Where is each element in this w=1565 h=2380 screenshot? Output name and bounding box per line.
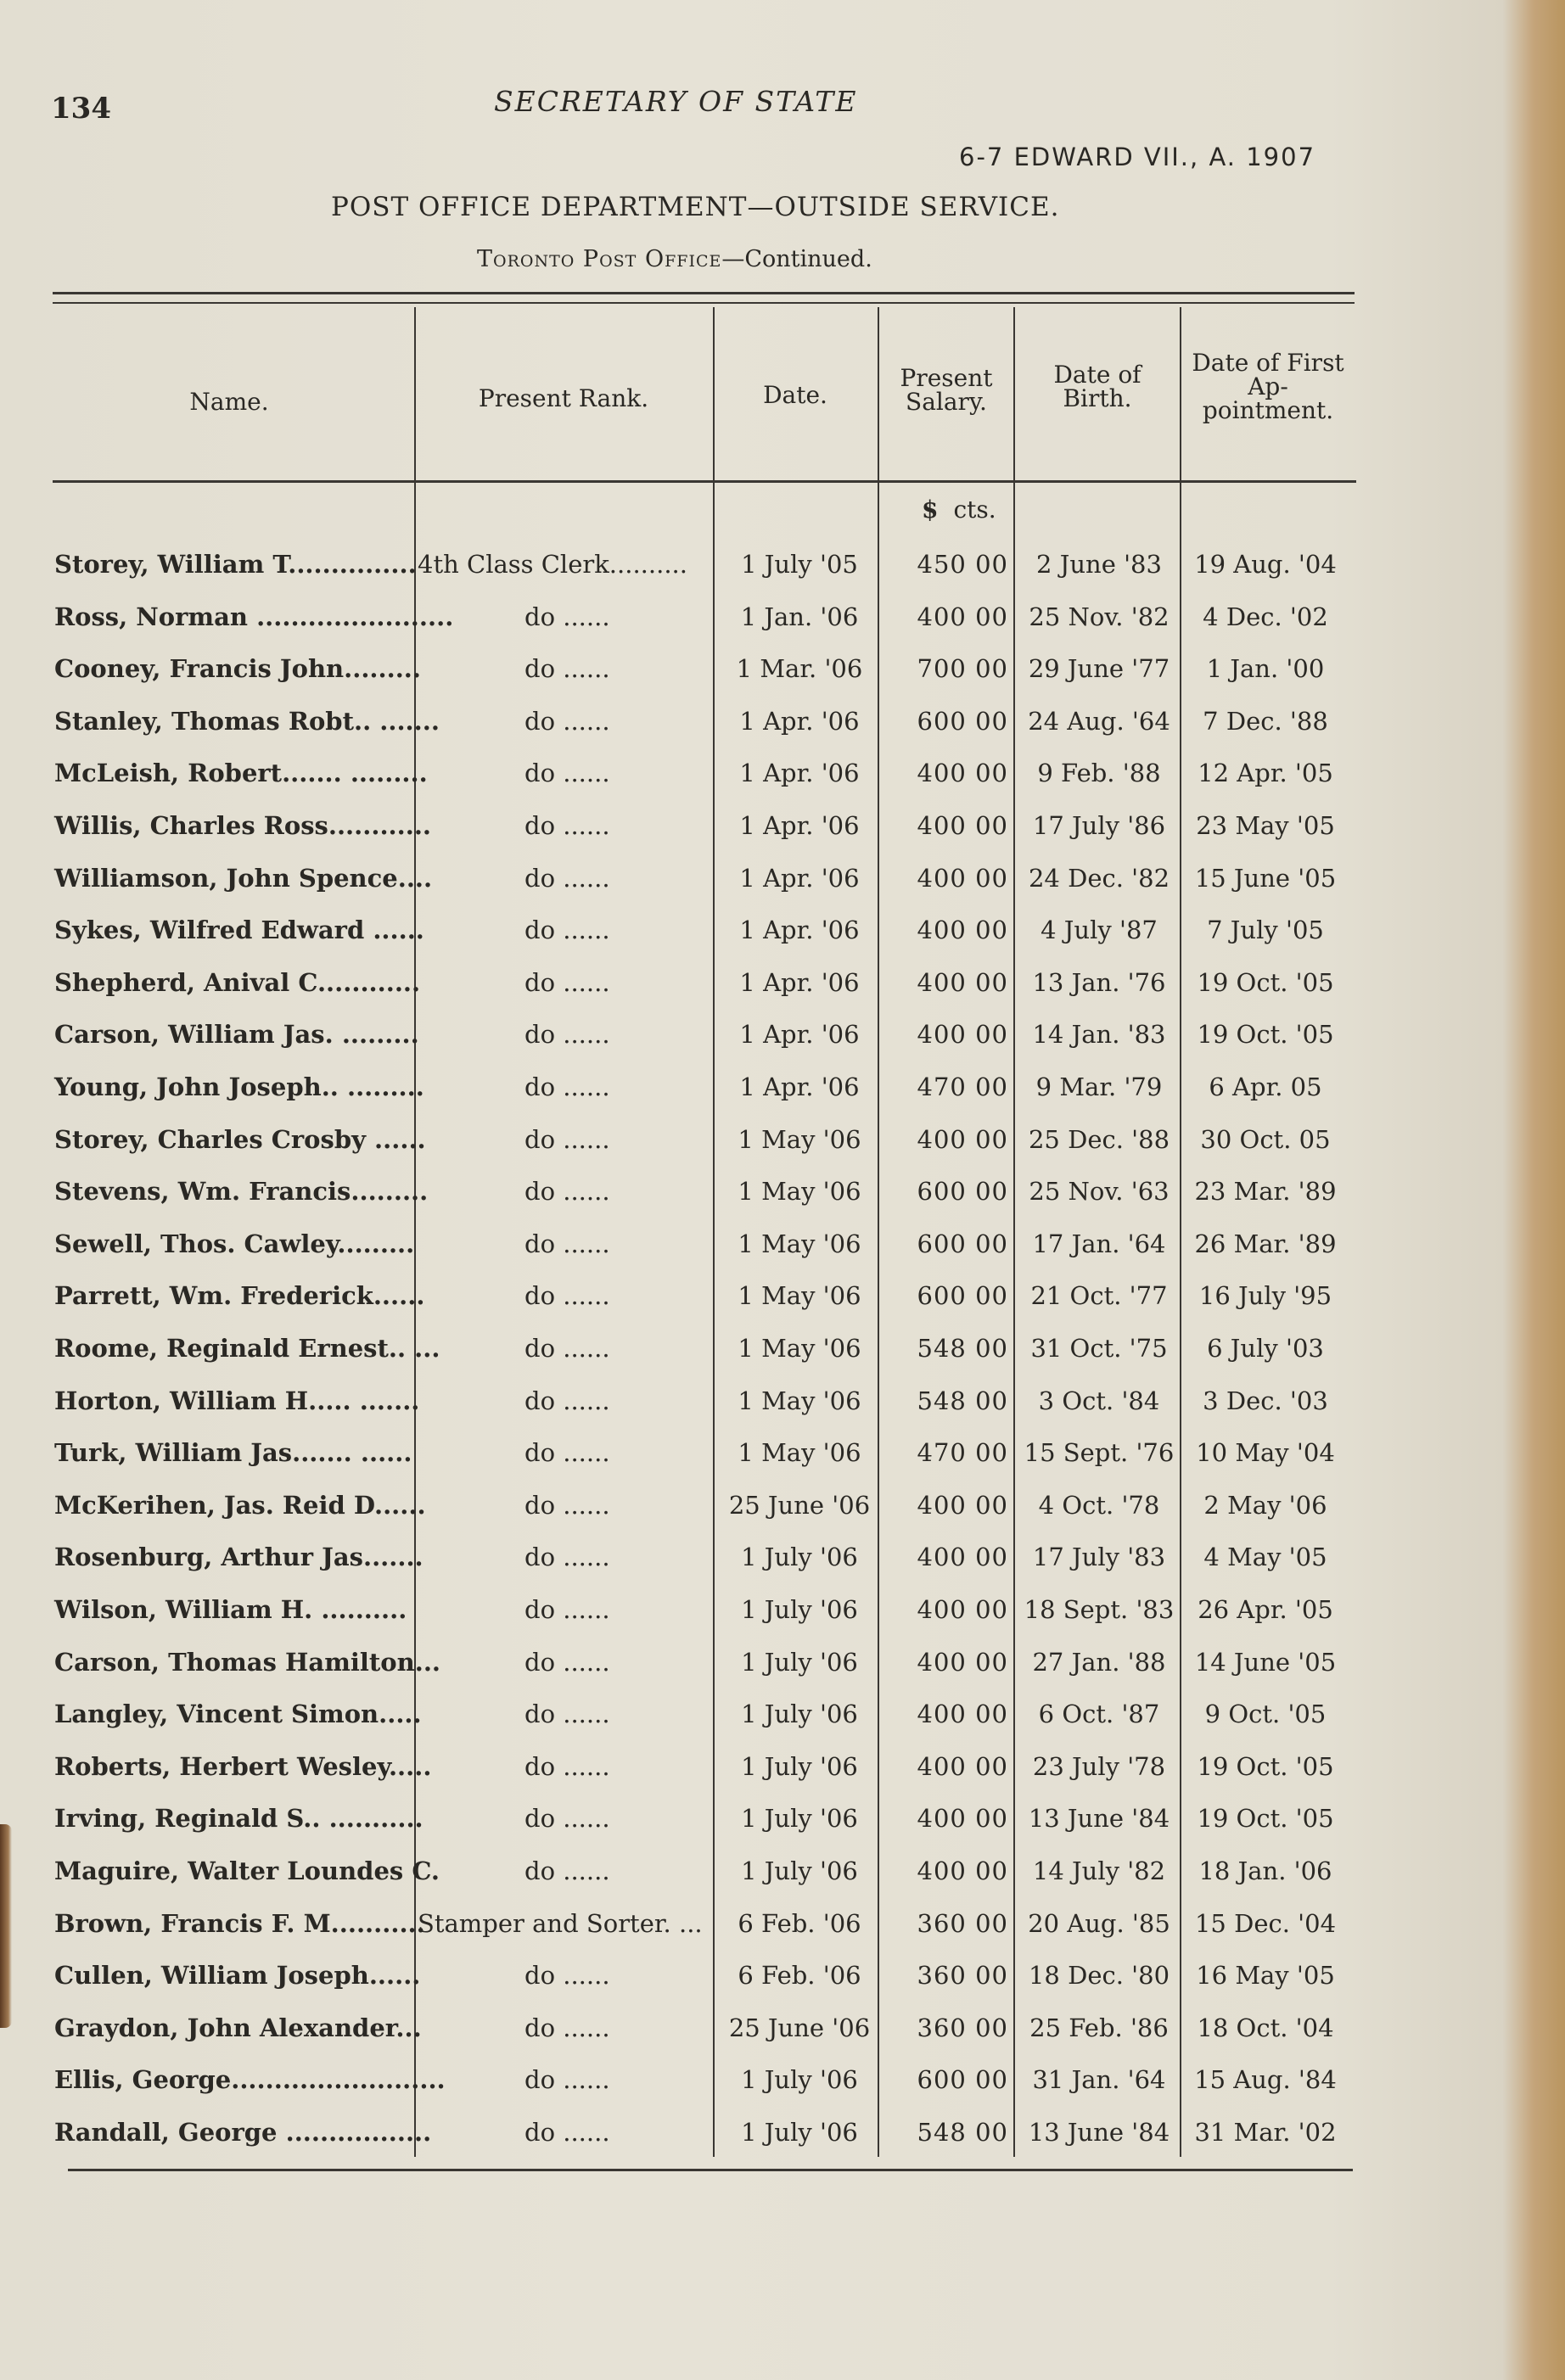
first-appointment-date: 19 Oct. '05 [1197,1751,1334,1781]
rank-date: 1 July '06 [741,1700,858,1729]
present-salary: 470 00 [917,1438,1008,1468]
date-of-birth: 4 July '87 [1041,916,1158,945]
present-salary: 400 00 [917,811,1008,840]
present-salary: 400 00 [917,1543,1008,1572]
employee-name: Turk, William Jas....... ...... [54,1438,412,1468]
rank-date: 25 June '06 [728,1490,871,1520]
first-appointment-date: 26 Mar. '89 [1194,1229,1337,1258]
date-of-birth: 3 Oct. '84 [1038,1386,1160,1415]
date-of-birth: 18 Sept. '83 [1024,1595,1175,1624]
first-appointment-date: 26 Apr. '05 [1198,1595,1333,1624]
first-appointment-date: 10 May '04 [1196,1438,1335,1468]
table-row [0,1167,1565,1219]
table-row [0,748,1565,801]
employee-name: Storey, Charles Crosby ...... [54,1124,426,1154]
table-row [0,1794,1565,1846]
rank-date: 1 Apr. '06 [739,967,860,997]
present-rank: do ...... [524,1177,610,1207]
table-bottom-rule [68,2169,1353,2171]
date-of-birth: 25 Feb. '86 [1029,2013,1169,2042]
rank-date: 1 May '06 [738,1334,861,1363]
present-salary: 400 00 [917,759,1008,788]
rank-date: 1 July '06 [741,1856,858,1885]
present-rank: do ...... [524,1961,610,1991]
table-row [0,1010,1565,1062]
table-row [0,1062,1565,1115]
table-top-rule-2 [53,302,1355,304]
rank-date: 1 Apr. '06 [739,1020,860,1050]
table-row [0,2003,1565,2056]
employee-name: Storey, William T............... [54,550,417,579]
rank-date: 1 Apr. '06 [739,706,860,736]
date-of-birth: 17 July '86 [1032,811,1166,840]
table-row [0,1532,1565,1585]
present-salary: 400 00 [917,1490,1008,1520]
table-row [0,2108,1565,2160]
employee-name: Wilson, William H. .......... [54,1595,407,1624]
employee-name: Ellis, George......................... [54,2065,446,2095]
date-of-birth: 13 Jan. '76 [1032,967,1166,997]
present-rank: do ...... [524,1490,610,1520]
employee-name: Rosenburg, Arthur Jas....... [54,1543,424,1572]
table-row [0,540,1565,592]
present-salary: 400 00 [917,1751,1008,1781]
table-row [0,1951,1565,2003]
table-row [0,958,1565,1011]
present-salary: 400 00 [917,967,1008,997]
cents-label: cts. [953,496,996,524]
present-rank: do ...... [524,602,610,631]
first-appointment-date: 16 July '95 [1198,1281,1332,1311]
first-appointment-date: 18 Jan. '06 [1198,1856,1332,1885]
present-rank: do ...... [524,654,610,684]
date-of-birth: 18 Dec. '80 [1028,1961,1170,1991]
rank-date: 1 July '06 [741,2118,858,2147]
office-subtitle [477,246,872,272]
date-of-birth: 20 Aug. '85 [1028,1908,1170,1938]
present-salary: 600 00 [917,1281,1008,1311]
table-row [0,1638,1565,1690]
present-salary: 400 00 [917,1595,1008,1624]
rank-date: 1 July '06 [741,1595,858,1624]
first-appointment-date: 1 Jan. '00 [1206,654,1325,684]
table-row [0,697,1565,749]
table-row [0,2055,1565,2108]
first-appointment-date: 6 July '03 [1207,1334,1324,1363]
employee-name: McKerihen, Jas. Reid D...... [54,1490,426,1520]
present-rank: do ...... [524,1229,610,1258]
present-rank: do ...... [524,916,610,945]
date-of-birth: 24 Dec. '82 [1028,863,1170,893]
employee-name: Willis, Charles Ross............ [54,811,432,840]
department-title: POST OFFICE DEPARTMENT—OUTSIDE SERVICE. [331,192,1060,222]
date-of-birth: 14 Jan. '83 [1032,1020,1166,1050]
employee-name: Maguire, Walter Loundes C. [54,1856,440,1885]
date-of-birth: 9 Feb. '88 [1037,759,1161,788]
date-of-birth: 2 June '83 [1036,550,1162,579]
present-rank: do ...... [524,1804,610,1834]
rank-date: 1 May '06 [738,1438,861,1468]
present-rank: do ...... [524,1751,610,1781]
rank-date: 1 July '06 [741,1804,858,1834]
first-appointment-date: 7 Dec. '88 [1203,706,1328,736]
present-rank: do ...... [524,863,610,893]
date-of-birth: 6 Oct. '87 [1038,1700,1160,1729]
first-appointment-date: 23 Mar. '89 [1194,1177,1337,1207]
present-salary: 400 00 [917,1804,1008,1834]
table-row [0,1689,1565,1742]
rank-date: 1 Apr. '06 [739,863,860,893]
first-appointment-date: 14 June '05 [1194,1647,1337,1677]
rank-date: 6 Feb. '06 [738,1908,861,1938]
present-salary: 450 00 [917,550,1008,579]
date-of-birth: 17 Jan. '64 [1032,1229,1166,1258]
rank-date: 1 Apr. '06 [739,916,860,945]
present-salary: 360 00 [917,1961,1008,1991]
employee-name: Brown, Francis F. M........... [54,1908,425,1938]
first-appointment-date: 15 June '05 [1194,863,1337,893]
first-appointment-date: 31 Mar. '02 [1194,2118,1337,2147]
table-row [0,644,1565,697]
table-top-rule [53,292,1355,294]
rank-date: 1 Apr. '06 [739,1072,860,1101]
present-rank: do ...... [524,1856,610,1885]
header-bottom-rule [53,480,1356,483]
table-row [0,1115,1565,1168]
employee-name: Randall, George ................. [54,2118,432,2147]
date-of-birth: 13 June '84 [1028,1804,1170,1834]
employee-name: Graydon, John Alexander... [54,2013,422,2042]
employee-name: Langley, Vincent Simon..... [54,1700,422,1729]
rank-date: 1 May '06 [738,1124,861,1154]
employee-name: Roberts, Herbert Wesley..... [54,1751,432,1781]
first-appointment-date: 7 July '05 [1207,916,1324,945]
present-rank: do ...... [524,1072,610,1101]
header-birth: Date of Birth. [1053,361,1141,412]
employee-name: Irving, Reginald S.. ........... [54,1804,424,1834]
rank-date: 1 July '06 [741,1543,858,1572]
running-head: SECRETARY OF STATE [494,85,858,118]
date-of-birth: 15 Sept. '76 [1024,1438,1175,1468]
present-rank: do ...... [524,759,610,788]
employee-name: Stevens, Wm. Francis......... [54,1177,429,1207]
present-rank: do ...... [524,2013,610,2042]
rank-date: 6 Feb. '06 [738,1961,861,1991]
rank-date: 1 July '06 [741,1751,858,1781]
first-appointment-date: 18 Oct. '04 [1197,2013,1334,2042]
present-salary: 400 00 [917,1856,1008,1885]
table-row [0,1899,1565,1952]
first-appointment-date: 3 Dec. '03 [1203,1386,1328,1415]
rank-date: 1 July '05 [741,550,858,579]
employee-name: Cooney, Francis John......... [54,654,421,684]
table-row [0,1742,1565,1795]
date-of-birth: 21 Oct. '77 [1030,1281,1168,1311]
first-appointment-date: 2 May '06 [1203,1490,1327,1520]
first-appointment-date: 6 Apr. 05 [1209,1072,1322,1101]
header-rank: Present Rank. [478,384,649,412]
table-row [0,854,1565,906]
table-row [0,905,1565,958]
first-appointment-date: 4 Dec. '02 [1203,602,1328,631]
employee-name: Young, John Joseph.. ......... [54,1072,424,1101]
table-row [0,1376,1565,1429]
present-salary: 400 00 [917,916,1008,945]
date-of-birth: 25 Dec. '88 [1028,1124,1170,1154]
date-of-birth: 25 Nov. '63 [1029,1177,1170,1207]
dollar-sign: $ [922,496,939,524]
employee-name: Williamson, John Spence.... [54,863,433,893]
date-of-birth: 9 Mar. '79 [1035,1072,1163,1101]
present-salary: 600 00 [917,706,1008,736]
first-appointment-date: 19 Oct. '05 [1197,1804,1334,1834]
header-first-appointment: Date of First Ap-pointment. [1192,349,1344,424]
table-row [0,1324,1565,1376]
present-rank: Stamper and Sorter. ... [418,1908,703,1938]
first-appointment-date: 30 Oct. 05 [1200,1124,1331,1154]
employee-name: Roome, Reginald Ernest.. ... [54,1334,440,1363]
present-rank: do ...... [524,1124,610,1154]
employee-name: McLeish, Robert....... ......... [54,759,428,788]
employee-name: Ross, Norman ....................... [54,602,454,631]
employee-name: Shepherd, Anival C............ [54,967,421,997]
date-of-birth: 31 Oct. '75 [1030,1334,1168,1363]
present-rank: 4th Class Clerk.......... [418,550,687,579]
present-salary: 600 00 [917,2065,1008,2095]
header-date: Date. [763,381,827,409]
date-of-birth: 25 Nov. '82 [1029,602,1170,631]
header-name: Name. [189,388,269,416]
office-name: Toronto Post Office [477,246,722,272]
first-appointment-date: 23 May '05 [1196,811,1335,840]
rank-date: 1 Apr. '06 [739,759,860,788]
first-appointment-date: 9 Oct. '05 [1204,1700,1327,1729]
first-appointment-date: 19 Oct. '05 [1197,967,1334,997]
present-salary: 400 00 [917,1700,1008,1729]
present-rank: do ...... [524,1647,610,1677]
present-rank: do ...... [524,1386,610,1415]
present-salary: 400 00 [917,602,1008,631]
present-rank: do ...... [524,1020,610,1050]
date-of-birth: 23 July '78 [1032,1751,1166,1781]
rank-date: 1 July '06 [741,2065,858,2095]
present-salary: 548 00 [917,1386,1008,1415]
present-salary: 360 00 [917,1908,1008,1938]
office-continued: —Continued. [721,246,872,272]
table-row [0,1846,1565,1899]
employee-name: Sewell, Thos. Cawley......... [54,1229,415,1258]
employee-name: Parrett, Wm. Frederick...... [54,1281,425,1311]
rank-date: 1 Apr. '06 [739,811,860,840]
table-row [0,801,1565,854]
first-appointment-date: 19 Oct. '05 [1197,1020,1334,1050]
page-number: 134 [51,92,111,126]
present-salary: 360 00 [917,2013,1008,2042]
present-rank: do ...... [524,967,610,997]
present-rank: do ...... [524,1281,610,1311]
employee-name: Sykes, Wilfred Edward ...... [54,916,424,945]
present-rank: do ...... [524,1543,610,1572]
rank-date: 1 Mar. '06 [736,654,863,684]
table-row [0,1481,1565,1533]
present-rank: do ...... [524,2065,610,2095]
rank-date: 1 July '06 [741,1647,858,1677]
present-salary: 548 00 [917,1334,1008,1363]
date-of-birth: 27 Jan. '88 [1032,1647,1166,1677]
rank-date: 1 Jan. '06 [740,602,859,631]
first-appointment-date: 15 Aug. '84 [1194,2065,1337,2095]
present-rank: do ...... [524,811,610,840]
employee-name: Horton, William H..... ....... [54,1386,420,1415]
present-salary: 600 00 [917,1177,1008,1207]
present-salary: 400 00 [917,863,1008,893]
present-salary: 548 00 [917,2118,1008,2147]
first-appointment-date: 15 Dec. '04 [1194,1908,1337,1938]
employee-name: Carson, William Jas. ......... [54,1020,419,1050]
table-row [0,592,1565,645]
present-salary: 400 00 [917,1124,1008,1154]
employee-name: Carson, Thomas Hamilton... [54,1647,441,1677]
date-of-birth: 24 Aug. '64 [1028,706,1170,736]
session-line: 6-7 EDWARD VII., A. 1907 [959,143,1316,171]
present-rank: do ...... [524,1334,610,1363]
table-row [0,1219,1565,1272]
header-salary: Present Salary. [900,364,993,416]
rank-date: 1 May '06 [738,1386,861,1415]
employee-name: Cullen, William Joseph...... [54,1961,421,1991]
present-salary: 470 00 [917,1072,1008,1101]
present-rank: do ...... [524,1438,610,1468]
first-appointment-date: 19 Aug. '04 [1194,550,1337,579]
table-row [0,1585,1565,1638]
present-salary: 600 00 [917,1229,1008,1258]
first-appointment-date: 4 May '05 [1203,1543,1327,1572]
present-rank: do ...... [524,1595,610,1624]
date-of-birth: 17 July '83 [1032,1543,1166,1572]
present-salary: 400 00 [917,1647,1008,1677]
table-row [0,1428,1565,1481]
date-of-birth: 29 June '77 [1028,654,1170,684]
present-rank: do ...... [524,1700,610,1729]
date-of-birth: 14 July '82 [1032,1856,1166,1885]
date-of-birth: 13 June '84 [1028,2118,1170,2147]
table-row [0,1271,1565,1324]
date-of-birth: 31 Jan. '64 [1032,2065,1166,2095]
date-of-birth: 4 Oct. '78 [1038,1490,1160,1520]
rank-date: 25 June '06 [728,2013,871,2042]
rank-date: 1 May '06 [738,1281,861,1311]
present-rank: do ...... [524,2118,610,2147]
first-appointment-date: 12 Apr. '05 [1198,759,1333,788]
present-salary: 400 00 [917,1020,1008,1050]
rank-date: 1 May '06 [738,1177,861,1207]
salary-units [922,496,996,524]
present-rank: do ...... [524,706,610,736]
present-salary: 700 00 [917,654,1008,684]
first-appointment-date: 16 May '05 [1196,1961,1335,1991]
employee-name: Stanley, Thomas Robt.. ....... [54,706,440,736]
rank-date: 1 May '06 [738,1229,861,1258]
